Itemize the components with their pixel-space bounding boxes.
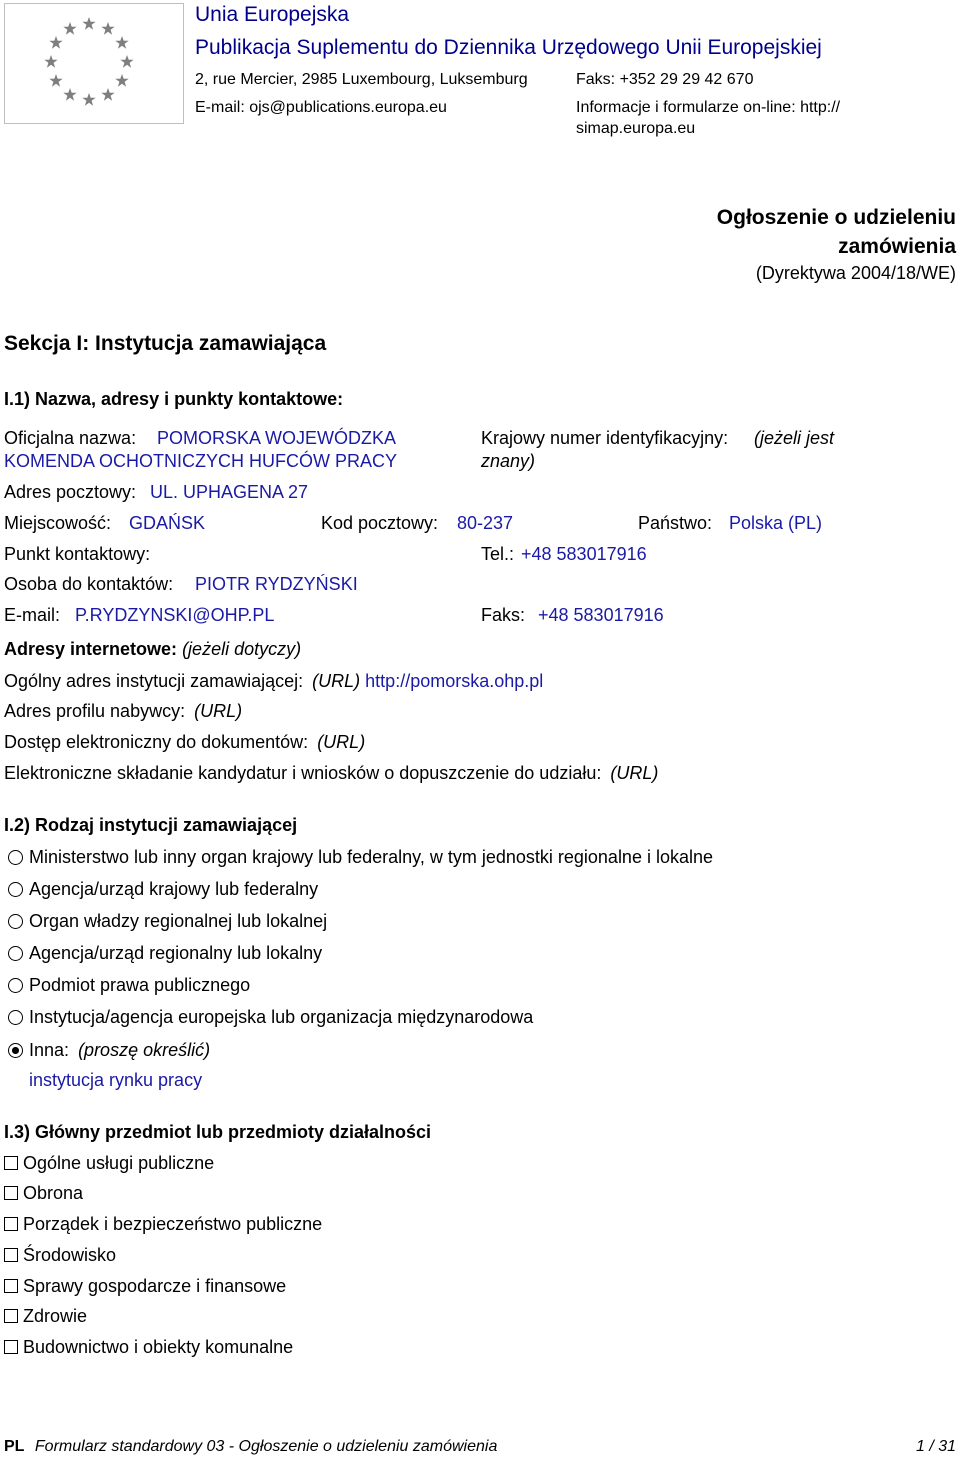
- national-id-note-1: (jeżeli jest: [754, 428, 835, 448]
- national-id-label: Krajowy numer identyfikacyjny:: [481, 428, 729, 448]
- internet-note: (jeżeli dotyczy): [182, 639, 302, 659]
- other-value: instytucja rynku pracy: [29, 1070, 203, 1090]
- internet-heading: Adresy internetowe:: [4, 639, 178, 659]
- header-publication: Publikacja Suplementu do Dziennika Urzędowego Unii Europejskiej: [195, 36, 822, 59]
- authority-option-0[interactable]: [8, 846, 713, 869]
- fax-label: Faks:: [481, 605, 526, 625]
- eu-flag-logo: [4, 3, 184, 124]
- activity-option-6[interactable]: [4, 1336, 293, 1359]
- authority-option-3[interactable]: [8, 942, 322, 965]
- submission-row: [4, 762, 658, 785]
- submission-note: (URL): [610, 763, 659, 783]
- buyer-profile-label: Adres profilu nabywcy:: [4, 701, 186, 721]
- doc-directive: (Dyrektywa 2004/18/WE): [755, 263, 956, 283]
- activity-option-4[interactable]: [4, 1275, 286, 1298]
- authority-option-label: Podmiot prawa publicznego: [29, 975, 251, 995]
- contact-point-label: Punkt kontaktowy:: [4, 544, 151, 564]
- postal-label: Adres pocztowy:: [4, 482, 137, 502]
- footer-form: Formularz standardowy 03 - Ogłoszenie o udzieleniu zamówienia: [34, 1438, 498, 1455]
- activity-option-5[interactable]: [4, 1305, 87, 1328]
- radio-icon[interactable]: [8, 850, 23, 865]
- authority-option-1[interactable]: [8, 878, 318, 901]
- header-fax: Faks: +352 29 29 42 670: [576, 71, 754, 88]
- activity-option-label: Zdrowie: [23, 1306, 88, 1326]
- official-name-value-2: KOMENDA OCHOTNICZYCH HUFCÓW PRACY: [4, 451, 398, 471]
- contact-person-label: Osoba do kontaktów:: [4, 574, 174, 594]
- zip-value: 80-237: [457, 513, 514, 533]
- checkbox-icon[interactable]: [4, 1279, 18, 1293]
- national-id-note-2: znany): [481, 451, 536, 471]
- general-address-row: [4, 670, 543, 693]
- activity-option-label: Porządek i bezpieczeństwo publiczne: [23, 1214, 323, 1234]
- footer-lang: PL: [4, 1438, 25, 1455]
- authority-option-label: Instytucja/agencja europejska lub organizacja międzynarodowa: [29, 1007, 534, 1027]
- contact-person-value: PIOTR RYDZYŃSKI: [195, 574, 358, 594]
- fax-value: +48 583017916: [538, 605, 664, 625]
- email-value: P.RYDZYNSKI@OHP.PL: [75, 605, 275, 625]
- authority-option-label: Agencja/urząd krajowy lub federalny: [29, 879, 319, 899]
- authority-option-5[interactable]: [8, 1006, 533, 1029]
- country-label: Państwo:: [638, 513, 713, 533]
- footer-page-number: 1 / 31: [915, 1438, 956, 1455]
- authority-option-label: Organ władzy regionalnej lub lokalnej: [29, 911, 328, 931]
- radio-icon[interactable]: [8, 1010, 23, 1025]
- docs-access-note: (URL): [317, 732, 366, 752]
- buyer-profile-note: (URL): [194, 701, 243, 721]
- email-label: E-mail:: [4, 605, 61, 625]
- header-info-line1: Informacje i formularze on-line: http://: [576, 99, 841, 116]
- authority-option-2[interactable]: [8, 910, 327, 933]
- checkbox-icon[interactable]: [4, 1217, 18, 1231]
- zip-label: Kod pocztowy:: [321, 513, 439, 533]
- header-info-line2: simap.europa.eu: [576, 120, 696, 137]
- radio-icon[interactable]: [8, 978, 23, 993]
- submission-label: Elektroniczne składanie kandydatur i wniosków o dopuszczenie do udziału:: [4, 763, 602, 783]
- authority-option-6[interactable]: [8, 1039, 210, 1062]
- radio-icon[interactable]: [8, 946, 23, 961]
- city-label: Miejscowość:: [4, 513, 112, 533]
- official-name-value-1: POMORSKA WOJEWÓDZKA: [157, 428, 397, 448]
- other-note: (proszę określić): [78, 1040, 211, 1060]
- activity-option-label: Obrona: [23, 1183, 84, 1203]
- docs-access-row: [4, 731, 365, 754]
- authority-option-4[interactable]: [8, 974, 250, 997]
- authority-option-label: Ministerstwo lub inny organ krajowy lub federalny, w tym jednostki regionalne i lokalne: [29, 847, 713, 867]
- general-address-url-note: (URL): [312, 671, 361, 691]
- checkbox-icon[interactable]: [4, 1248, 18, 1262]
- activity-option-label: Ogólne usługi publiczne: [23, 1153, 215, 1173]
- checkbox-icon[interactable]: [4, 1340, 18, 1354]
- radio-selected-icon[interactable]: [8, 1043, 23, 1058]
- buyer-profile-row: [4, 700, 242, 723]
- header-address: 2, rue Mercier, 2985 Luxembourg, Luksemburg: [195, 71, 528, 88]
- official-name-label: Oficjalna nazwa:: [4, 428, 137, 448]
- tel-value: +48 583017916: [521, 544, 647, 564]
- header-org: Unia Europejska: [195, 3, 350, 26]
- activity-option-0[interactable]: [4, 1152, 214, 1175]
- checkbox-icon[interactable]: [4, 1186, 18, 1200]
- radio-icon[interactable]: [8, 914, 23, 929]
- general-address-url[interactable]: http://pomorska.ohp.pl: [365, 671, 544, 691]
- authority-option-label: Agencja/urząd regionalny lub lokalny: [29, 943, 323, 963]
- activity-option-label: Środowisko: [23, 1245, 117, 1265]
- footer-left: [4, 1437, 497, 1457]
- doc-title-line1: Ogłoszenie o udzieleniu: [716, 206, 956, 229]
- s1-1-heading: I.1) Nazwa, adresy i punkty kontaktowe:: [4, 389, 344, 409]
- s1-3-heading: I.3) Główny przedmiot lub przedmioty działalności: [4, 1122, 432, 1142]
- activity-option-1[interactable]: [4, 1182, 83, 1205]
- activity-option-2[interactable]: [4, 1213, 322, 1236]
- checkbox-icon[interactable]: [4, 1309, 18, 1323]
- doc-title-line2: zamówienia: [838, 235, 956, 258]
- country-value: Polska (PL): [729, 513, 823, 533]
- general-address-label: Ogólny adres instytucji zamawiającej:: [4, 671, 304, 691]
- activity-option-label: Budownictwo i obiekty komunalne: [23, 1337, 294, 1357]
- s1-2-heading: I.2) Rodzaj instytucji zamawiającej: [4, 815, 298, 835]
- authority-option-label: Inna:: [29, 1040, 70, 1060]
- section-title: Sekcja I: Instytucja zamawiająca: [4, 332, 327, 355]
- activity-option-3[interactable]: [4, 1244, 116, 1267]
- docs-access-label: Dostęp elektroniczny do dokumentów:: [4, 732, 309, 752]
- activity-option-label: Sprawy gospodarcze i finansowe: [23, 1276, 287, 1296]
- internet-heading-row: [4, 638, 301, 661]
- tel-label: Tel.:: [481, 544, 515, 564]
- postal-value: UL. UPHAGENA 27: [150, 482, 309, 502]
- header-email: E-mail: ojs@publications.europa.eu: [195, 99, 447, 116]
- radio-icon[interactable]: [8, 882, 23, 897]
- city-value: GDAŃSK: [129, 513, 206, 533]
- checkbox-icon[interactable]: [4, 1156, 18, 1170]
- eu-stars-icon: [5, 4, 183, 123]
